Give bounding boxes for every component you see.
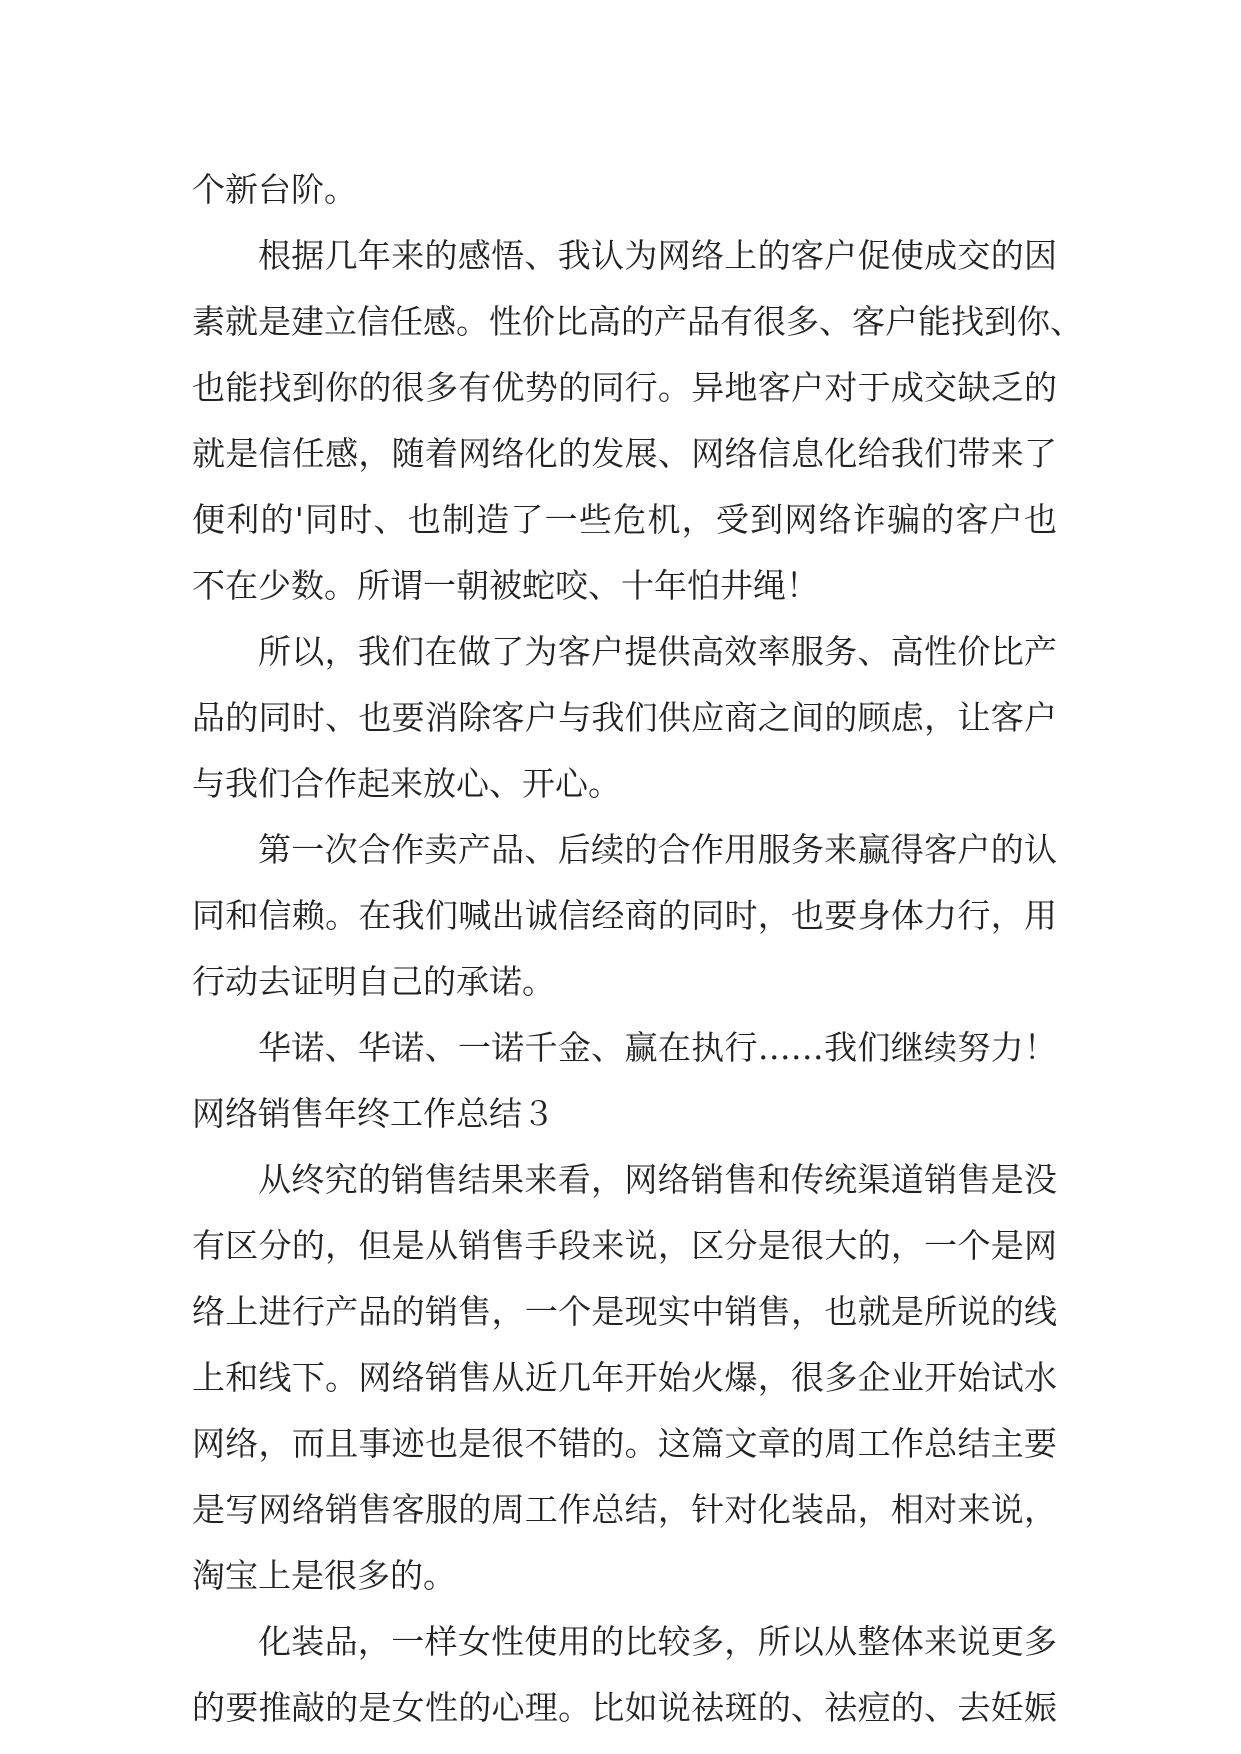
text-line: 从终究的销售结果来看，网络销售和传统渠道销售是没 bbox=[258, 1160, 1057, 1199]
text-line: 有区分的，但是从销售手段来说，区分是很大的，一个是网 bbox=[192, 1226, 1057, 1265]
text-line: 品的同时、也要消除客户与我们供应商之间的顾虑，让客户 bbox=[192, 698, 1057, 737]
text-line: 是写网络销售客服的周工作总结，针对化装品，相对来说， bbox=[192, 1490, 1057, 1529]
text-line: 华诺、华诺、一诺千金、赢在执行……我们继续努力！ bbox=[258, 1028, 1057, 1067]
text-line: 个新台阶。 bbox=[192, 170, 357, 209]
text-line: 络上进行产品的销售，一个是现实中销售，也就是所说的线 bbox=[192, 1292, 1057, 1331]
text-line: 淘宝上是很多的。 bbox=[192, 1556, 456, 1595]
text-line: 不在少数。所谓一朝被蛇咬、十年怕井绳！ bbox=[192, 566, 819, 605]
text-line: 便利的'同时、也制造了一些危机，受到网络诈骗的客户也 bbox=[192, 500, 1057, 539]
section-heading: 网络销售年终工作总结３ bbox=[192, 1094, 555, 1133]
text-line: 就是信任感，随着网络化的发展、网络信息化给我们带来了 bbox=[192, 434, 1057, 473]
text-line: 上和线下。网络销售从近几年开始火爆，很多企业开始试水 bbox=[192, 1358, 1057, 1397]
text-line: 也能找到你的很多有优势的同行。异地客户对于成交缺乏的 bbox=[192, 368, 1057, 407]
text-line: 化装品，一样女性使用的比较多，所以从整体来说更多 bbox=[258, 1622, 1057, 1661]
text-line: 的要推敲的是女性的心理。比如说祛斑的、祛痘的、去妊娠 bbox=[192, 1688, 1057, 1727]
text-line: 行动去证明自己的承诺。 bbox=[192, 962, 555, 1001]
text-line: 素就是建立信任感。性价比高的产品有很多、客户能找到你、 bbox=[192, 302, 1083, 341]
text-line: 同和信赖。在我们喊出诚信经商的同时，也要身体力行，用 bbox=[192, 896, 1057, 935]
document-body bbox=[192, 157, 1083, 1741]
text-line: 所以，我们在做了为客户提供高效率服务、高性价比产 bbox=[258, 632, 1057, 671]
text-line: 与我们合作起来放心、开心。 bbox=[192, 764, 621, 803]
text-line: 第一次合作卖产品、后续的合作用服务来赢得客户的认 bbox=[258, 830, 1057, 869]
text-line: 网络，而且事迹也是很不错的。这篇文章的周工作总结主要 bbox=[192, 1424, 1057, 1463]
text-line: 根据几年来的感悟、我认为网络上的客户促使成交的因 bbox=[258, 236, 1057, 275]
